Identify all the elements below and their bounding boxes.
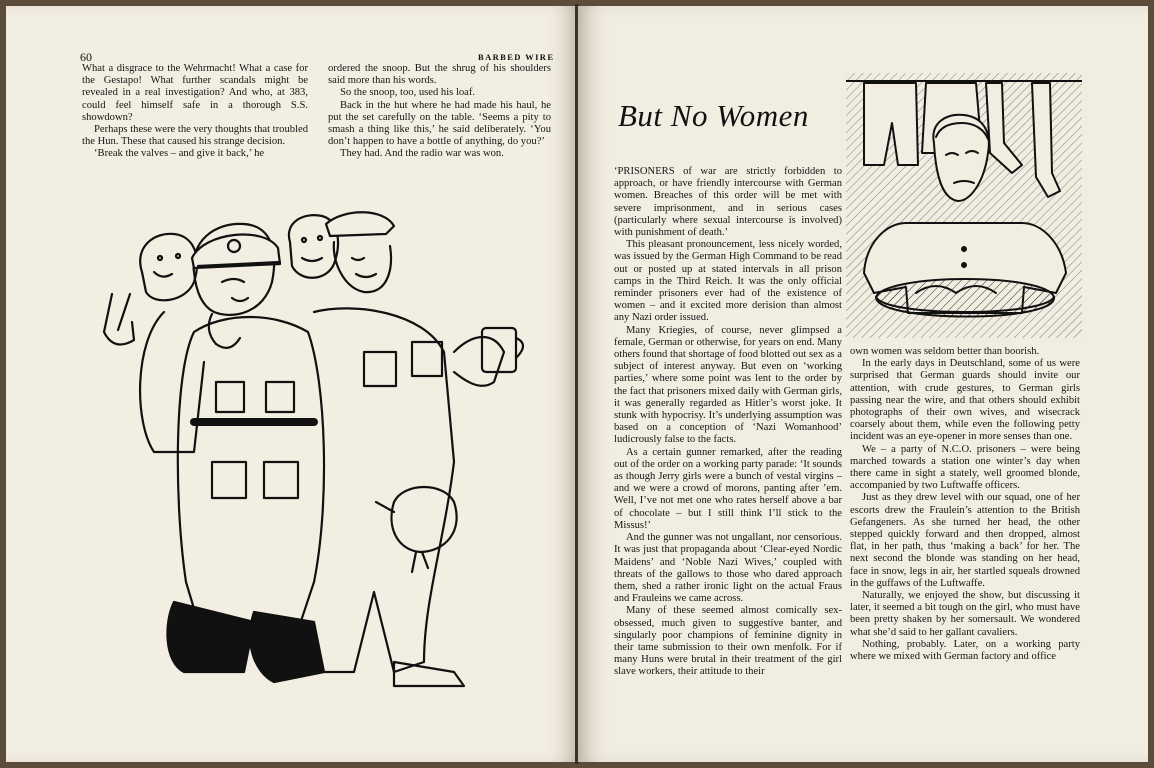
cartoon-washing-illustration bbox=[846, 73, 1082, 338]
paragraph: Naturally, we enjoyed the show, but discussing it later, it seemed a bit tough on the girl, who must have been pretty shaken by her somersault. We wondered what she’d said to her gallant cavaliers. bbox=[850, 590, 1080, 638]
paragraph: ordered the snoop. But the shrug of his shoulders said more than his words. bbox=[328, 63, 551, 87]
paragraph: Many Kriegies, of course, never glimpsed a female, German or otherwise, for years on end. Many others found that shortage of food blotted out sex as a subject of interest anyway. But even on ‘working parties,’ where some point was lent to the order by the fact that prisoners mixed daily with German girls, it was generally regarded as Hitler’s worst joke. It stunk with hypocrisy. It’s underlying assumption was based on a conception of ‘Nazi Womanhood’ ludicrously false to the facts. bbox=[614, 324, 842, 446]
paragraph: own women was seldom better than boorish. bbox=[850, 346, 1040, 357]
paragraph: Just as they drew level with our squad, one of her escorts drew the Fraulein’s attention to the British Gefangeners. As she turned her head, the other stepped quickly forward and then dropped, almost flat, in her path, thus ‘making a back’ for her. The next second the blonde was standing on her head, face in snow, legs in air, her startled squeals drowned in the guffaws of the Luftwaffe. bbox=[850, 492, 1080, 589]
paragraph: Nothing, probably. Later, on a working party where we mixed with German factory and office bbox=[850, 638, 1080, 663]
left-column-1 bbox=[82, 63, 308, 161]
right-page bbox=[578, 6, 1148, 762]
left-column-2 bbox=[328, 63, 551, 161]
running-head: BARBED WIRE bbox=[478, 52, 555, 62]
paragraph: This pleasant pronouncement, less nicely worded, was issued by the German High Command to be read out or posted up at stated intervals in all prison camps in the Third Reich. It was the only official reminder prisoners ever had of the existence of women – and it excited more derision than almost any Nazi order issued. bbox=[614, 239, 842, 324]
left-page bbox=[6, 6, 577, 762]
paragraph: Perhaps these were the very thoughts that troubled the Hun. These that caused his strange decision. bbox=[82, 124, 308, 148]
paragraph: What a disgrace to the Wehrmacht! What a case for the Gestapo! What further scandals might be revealed in a real investigation? And who, at 383, could feel himself safe in a thorough S.S. showdown? bbox=[82, 63, 308, 123]
paragraph: In the early days in Deutschland, some of us were surprised that German guards should invite our attention, with crude gestures, to German girls passing near the wire, and that others should exhibit photographs of their own wives, and wisecrack coarsely about them, while even the following petty incident was an eye-opener in more senses than one. bbox=[850, 358, 1080, 443]
paragraph: Back in the hut where he had made his haul, he put the set carefully on the table. ‘Seems a pity to smash a thing like this,’ he said deliberately. ‘You don’t happen to have a bottle of anything, do you?’ bbox=[328, 99, 551, 148]
paragraph: ‘Break the valves – and give it back,’ he bbox=[94, 148, 265, 160]
right-column-2 bbox=[850, 346, 1080, 663]
paragraph: They had. And the radio war was won. bbox=[340, 148, 504, 160]
paragraph: And the gunner was not ungallant, nor censorious. It was just that propaganda about ‘Clear-eyed Nordic Maidens’ and ‘Noble Nazi Wives,’ coupled with threats of the gallows to those who dared approach them, shed a rather ironic light on the actual Fraus and Frauleins we came across. bbox=[614, 532, 842, 605]
chapter-title: But No Women bbox=[618, 98, 809, 133]
page-number: 60 bbox=[80, 50, 92, 64]
cartoon-soldiers-illustration bbox=[94, 202, 544, 702]
paragraph: So the snoop, too, used his loaf. bbox=[340, 87, 476, 99]
paragraph: We – a party of N.C.O. prisoners – were being marched towards a station one winter’s day when there came in sight a stately, well groomed blonde, accompanied by two Luftwaffe officers. bbox=[850, 443, 1080, 492]
paragraph: ‘PRISONERS of war are strictly forbidden to approach, or have friendly intercourse with German women. Breaches of this order will be met with severe imprisonment, and in serious cases (particularly where sexual intercourse is involved) with punishment of death.’ bbox=[614, 166, 842, 239]
paragraph: As a certain gunner remarked, after the reading out of the order on a working party parade: ‘It sounds as though Jerry girls were a bunch of vestal virgins – and we were a crowd of morons, panting after ’em. Well, I’ve not met one who rates herself above a bar of chocolate – but I still think I’ll stick to the Missus!’ bbox=[614, 446, 842, 531]
right-column-1 bbox=[614, 166, 842, 679]
paragraph: Many of these seemed almost comically sex-obsessed, much given to suggestive banter, and singularly poor champions of feminine dignity in their tame submission to their own menfolk. For if many Huns were brutal in their treatment of the girl slave workers, their attitude to their bbox=[614, 605, 842, 678]
